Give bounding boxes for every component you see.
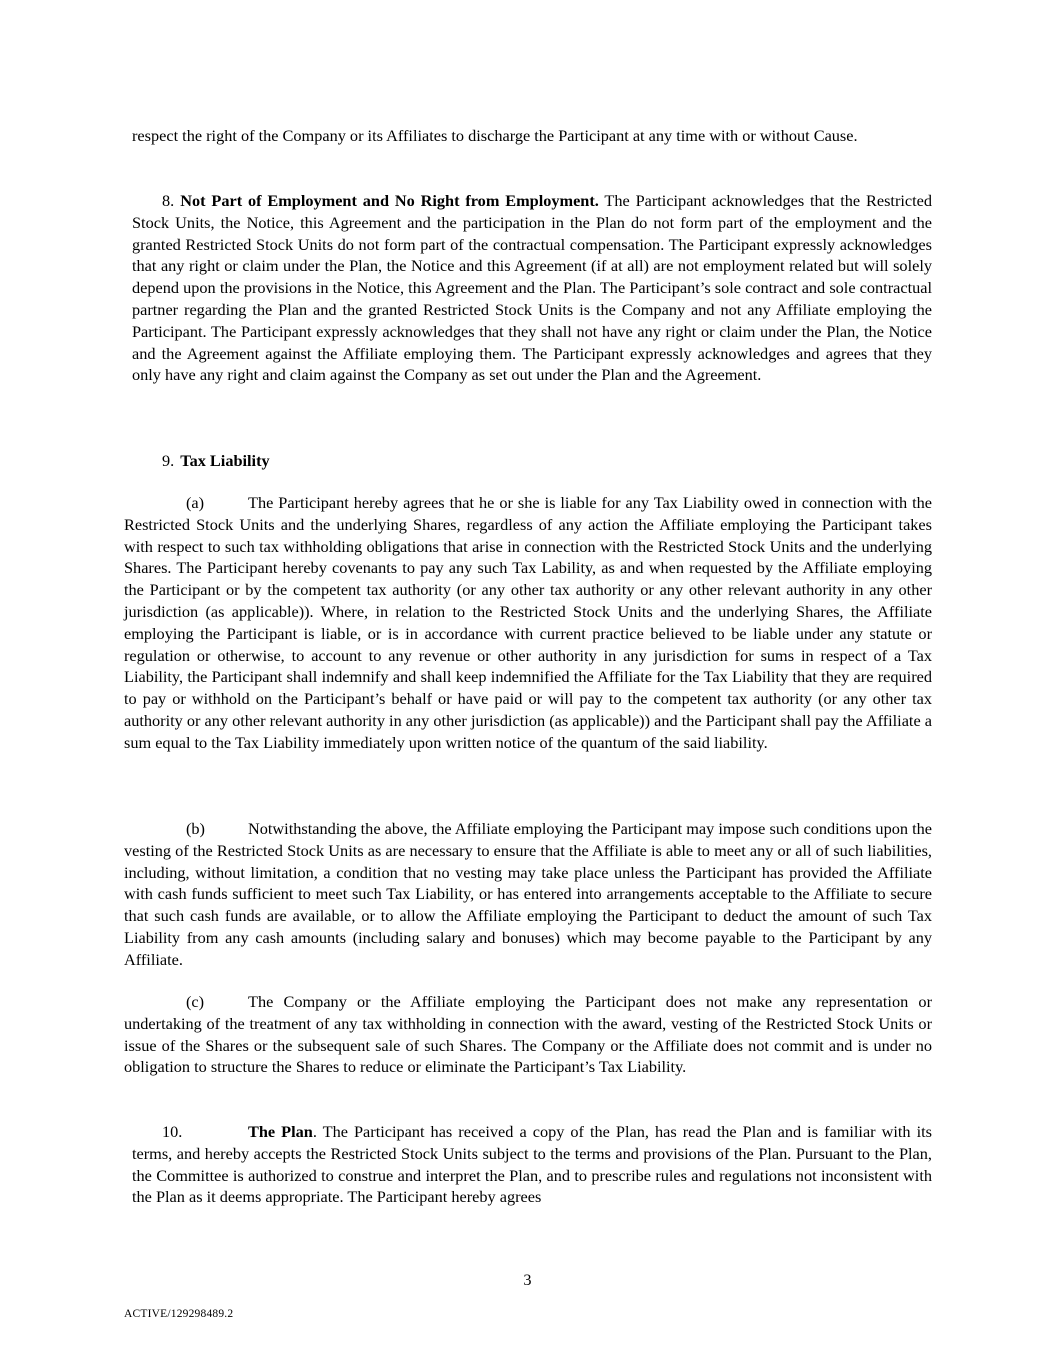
section-9-heading-line — [162, 450, 762, 472]
section-9a-paragraph — [124, 492, 932, 754]
section-8-paragraph — [132, 190, 932, 386]
section-8-heading: Not Part of Employment and No Right from Employment. — [180, 191, 599, 210]
section-9a-text: The Participant hereby agrees that he or she is liable for any Tax Liability owed in connection with the Restricted Stock Units and the underlying Shares, regardless of any action the Affiliate employing the Participant takes with respect to such tax withholding obligations that arise in connection with the Restricted Stock Units and the underlying Shares. The Participant hereby covenants to pay any such Tax Lability, as and when requested by the Affiliate employing the Participant or by the competent tax authority (or any other tax authority or any other relevant authority in any other jurisdiction (as applicable)). Where, in relation to the Restricted Stock Units and the underlying Shares, the Affiliate employing the Participant is liable, or is in accordance with current practice believed to be liable under any statute or regulation or otherwise, to account to any revenue or other authority in any jurisdiction for sums in respect of a Tax Liability, the Participant shall indemnify and shall keep indemnified the Affiliate for the Tax Liability that they are required to pay or withhold on the Participant’s behalf or have paid or will pay to the competent tax authority (or any other tax authority or any other relevant authority in any other jurisdiction (as applicable)) and the Participant shall pay the Affiliate a sum equal to the Tax Liability immediately upon written notice of the quantum of the said liability. — [124, 493, 932, 752]
section-10-body: . The Participant has received a copy of the Plan, has read the Plan and is familiar with its terms, and hereby accepts the Restricted Stock Units subject to the terms and provisions of the Plan. Pursuant to the Plan, the Committee is authorized to construe and interpret the Plan, and to prescribe rules and regulations not inconsistent with the Plan as it deems appropriate. The Participant hereby agrees — [132, 1122, 932, 1207]
section-10-heading: The Plan — [248, 1122, 313, 1141]
section-8-number: 8. — [162, 191, 175, 210]
section-8-body: The Participant acknowledges that the Restricted Stock Units, the Notice, this Agreement and the participation in the Plan do not form part of the employment and the granted Restricted Stock Units do not form part of the contractual compensation. The Participant expressly acknowledges that any right or claim under the Plan, the Notice and this Agreement (if at all) are not employment related but will solely depend upon the provisions in the Notice, this Agreement and the Plan. The Participant’s sole contract and sole contractual partner regarding the Plan and the granted Restricted Stock Units is the Company and not any Affiliate employing the Participant. The Participant expressly acknowledges that they shall not have any right or claim under the Plan, the Notice and the Agreement against the Affiliate employing them. The Participant expressly acknowledges and agrees that they only have any right and claim against the Company as set out under the Plan and the Agreement. — [132, 191, 933, 385]
section-9c-paragraph — [124, 991, 932, 1078]
section-10-paragraph — [132, 1121, 932, 1208]
section-9c-label: (c) — [186, 992, 205, 1011]
section-9a-label: (a) — [186, 493, 205, 512]
section-10-number: 10. — [162, 1122, 183, 1141]
section-9b-text: Notwithstanding the above, the Affiliate employing the Participant may impose such conditions upon the vesting of the Restricted Stock Units as are necessary to ensure that the Affiliate is able to meet any or all of such liabilities, including, without limitation, a condition that no vesting may take place unless the Participant has provided the Affiliate with cash funds sufficient to meet such Tax Liability, or has entered into arrangements acceptable to the Affiliate to secure that such cash funds are available, or to allow the Affiliate employing the Participant to deduct the amount of such Tax Liability from any cash amounts (including salary and bonuses) which may become payable to the Participant by any Affiliate. — [124, 819, 932, 969]
section-9b-paragraph — [124, 818, 932, 971]
section-9-heading: Tax Liability — [180, 451, 270, 470]
section-9-number: 9. — [162, 451, 175, 470]
page-number: 3 — [523, 1270, 532, 1289]
section-9b-label: (b) — [186, 819, 205, 838]
document-id: ACTIVE/129298489.2 — [124, 1308, 234, 1320]
continuation-paragraph: respect the right of the Company or its Affiliates to discharge the Participant at any time with or without Cause. — [132, 126, 858, 145]
section-9c-text: The Company or the Affiliate employing the Participant does not make any representation or undertaking of the treatment of any tax withholding in connection with the award, vesting of the Restricted Stock Units or issue of the Shares or the subsequent sale of such Shares. The Company or the Affiliate does not commit and is under no obligation to structure the Shares to reduce or eliminate the Participant’s Tax Liability. — [124, 992, 932, 1077]
